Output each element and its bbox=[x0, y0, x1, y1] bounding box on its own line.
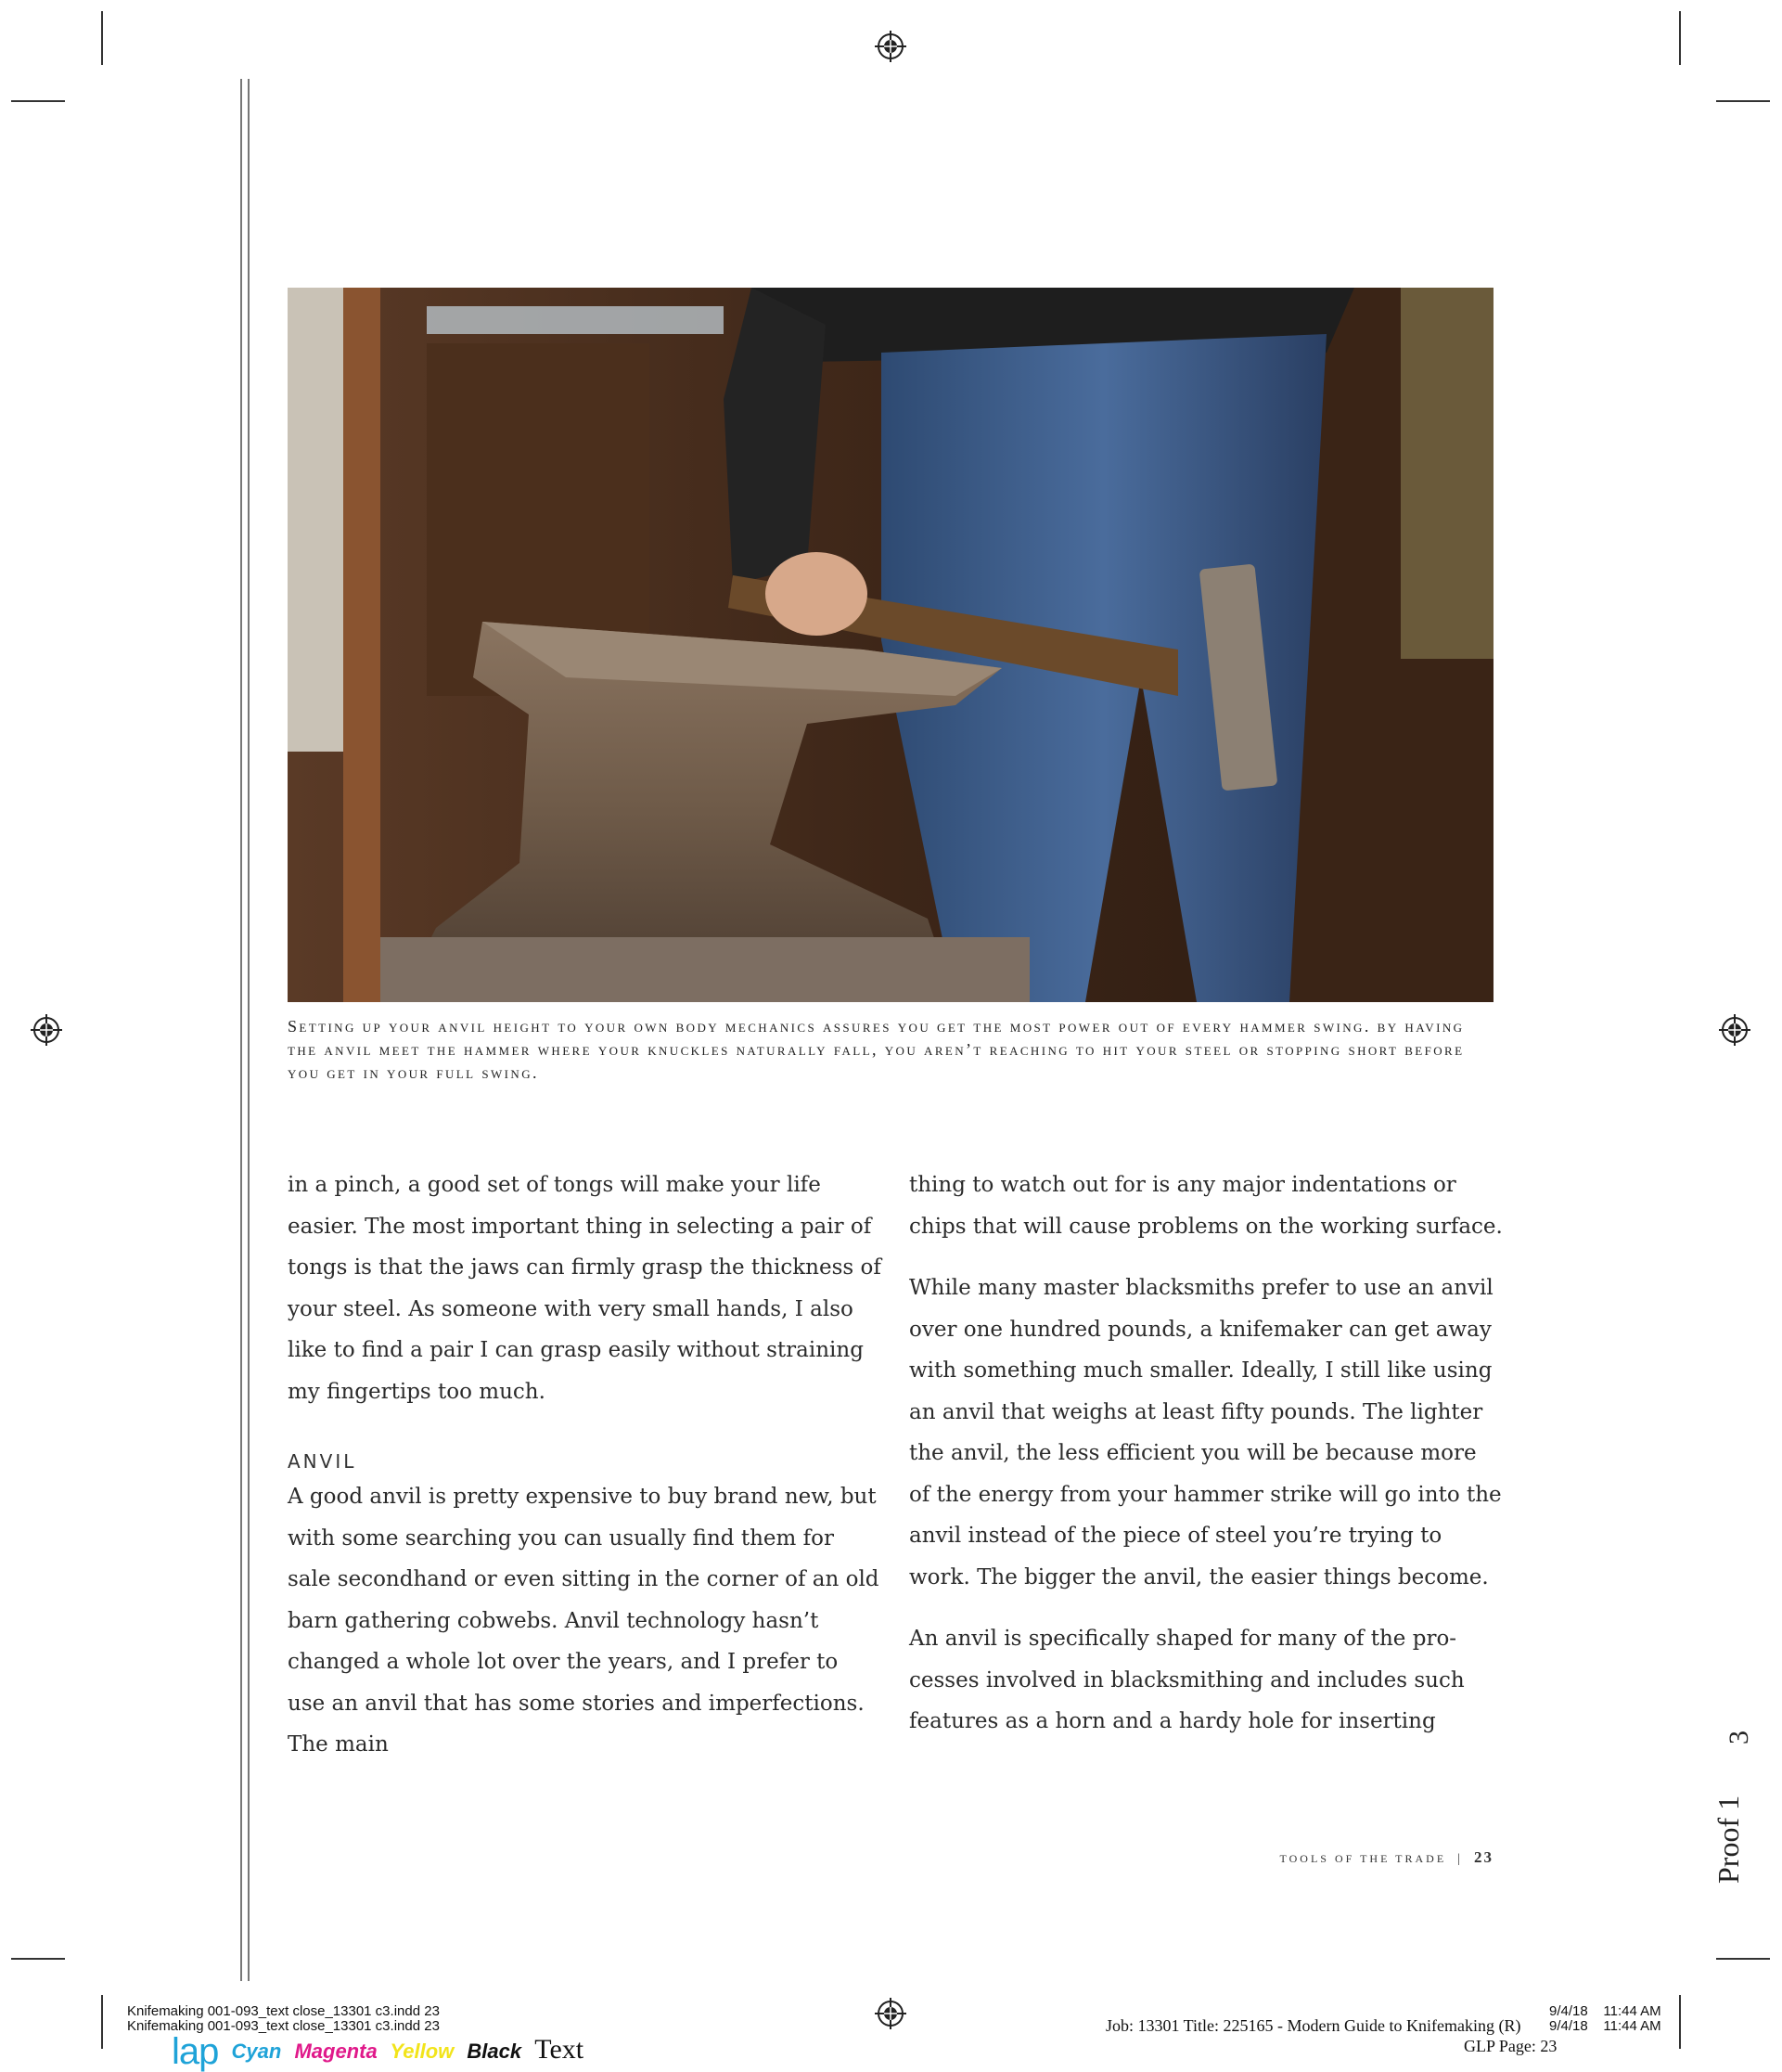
color-yellow: Yellow bbox=[390, 2040, 455, 2063]
crop-mark-left-bottom bbox=[11, 1958, 65, 1960]
slug-glp-page: GLP Page: 23 bbox=[1464, 2037, 1558, 2055]
right-paragraph-3: An anvil is specifically shaped for many of the pro-cesses involved in blacksmithing and includes such features as a horn and a hardy hole for inserting bbox=[909, 1627, 1465, 1733]
registration-mark-top-icon bbox=[875, 31, 906, 62]
crop-mark-top-left bbox=[101, 11, 103, 65]
crop-mark-bottom-left bbox=[101, 1995, 103, 2049]
page-number: 23 bbox=[1474, 1848, 1494, 1866]
slug-file-line-1: Knifemaking 001-093_text close_13301 c3.indd 23 bbox=[127, 2003, 440, 2019]
right-paragraph-2: While many master blacksmiths prefer to use an anvil over one hundred pounds, a knifemaker can get away with something much smaller. Ideally, I still like using an anvil that weighs at least fifty pounds. The lighter the anvil, the less efficient you will be because more of the energy from your hammer strike will go into the anvil instead of the piece of steel you’re trying to work. The bigger the anvil, the easier things become. bbox=[909, 1276, 1502, 1589]
color-bar bbox=[172, 2026, 591, 2072]
left-paragraph-2: A good anvil is pretty expensive to buy brand new, but with some searching you can usually find them for sale secondhand or even sitting in the corner of an old barn gathering cobwebs. Anvil technology hasn’t changed a whole lot over the years, and I prefer to use an anvil that has some stories and imperfections. The main bbox=[288, 1485, 879, 1757]
registration-mark-left-icon bbox=[31, 1014, 62, 1046]
gutter-line-2 bbox=[248, 79, 250, 1981]
color-text: Text bbox=[534, 2034, 584, 2065]
page-footer bbox=[1224, 1848, 1494, 1867]
proof-label: Proof 1 bbox=[1711, 1795, 1745, 1884]
slug-date-1: 9/4/18 11:44 AM bbox=[1549, 2003, 1661, 2019]
slug-file-line-2: Knifemaking 001-093_text close_13301 c3.indd 23 bbox=[127, 2018, 440, 2034]
color-magenta: Magenta bbox=[294, 2040, 378, 2063]
right-paragraph-1: thing to watch out for is any major indentations or chips that will cause problems on the working surface. bbox=[909, 1173, 1503, 1239]
gutter-line-1 bbox=[240, 79, 242, 1981]
crop-mark-right-top bbox=[1716, 100, 1770, 102]
left-paragraph-1: in a pinch, a good set of tongs will make your life easier. The most important thing in selecting a pair of tongs is that the jaws can firmly grasp the thickness of your steel. As someone with very small hands, I also like to find a pair I can grasp easily without straining my fingertips too much. bbox=[288, 1173, 881, 1404]
printer-logo: lap bbox=[172, 2031, 219, 2072]
slug-job-info: Job: 13301 Title: 225165 - Modern Guide to Knifemaking (R) bbox=[1106, 2016, 1521, 2035]
left-text-column bbox=[288, 1165, 881, 1786]
footer-separator: | bbox=[1457, 1852, 1463, 1866]
right-text-column bbox=[909, 1165, 1503, 1763]
registration-mark-bottom-icon bbox=[875, 1998, 906, 2029]
color-black: Black bbox=[467, 2040, 522, 2063]
registration-mark-right-icon bbox=[1719, 1014, 1750, 1046]
color-cyan: Cyan bbox=[231, 2040, 282, 2063]
photo-caption: Setting up your anvil height to your own body mechanics assures you get the most power out of every hammer swing. by having the anvil meet the hammer where your knuckles naturally fall, you aren’t reaching to hit your steel or stopping short before you get in your full swing. bbox=[288, 1017, 1465, 1082]
crop-mark-left-top bbox=[11, 100, 65, 102]
section-heading-anvil: ANVIL bbox=[288, 1450, 357, 1473]
crop-mark-right-bottom bbox=[1716, 1958, 1770, 1960]
proof-number: 3 bbox=[1724, 1731, 1754, 1744]
crop-mark-top-right bbox=[1679, 11, 1681, 65]
crop-mark-bottom-right bbox=[1679, 1995, 1681, 2049]
anvil-hammer-photo bbox=[288, 288, 1494, 1002]
footer-section-title: TOOLS OF THE TRADE bbox=[1279, 1852, 1447, 1865]
slug-date-2: 9/4/18 11:44 AM bbox=[1549, 2018, 1661, 2034]
